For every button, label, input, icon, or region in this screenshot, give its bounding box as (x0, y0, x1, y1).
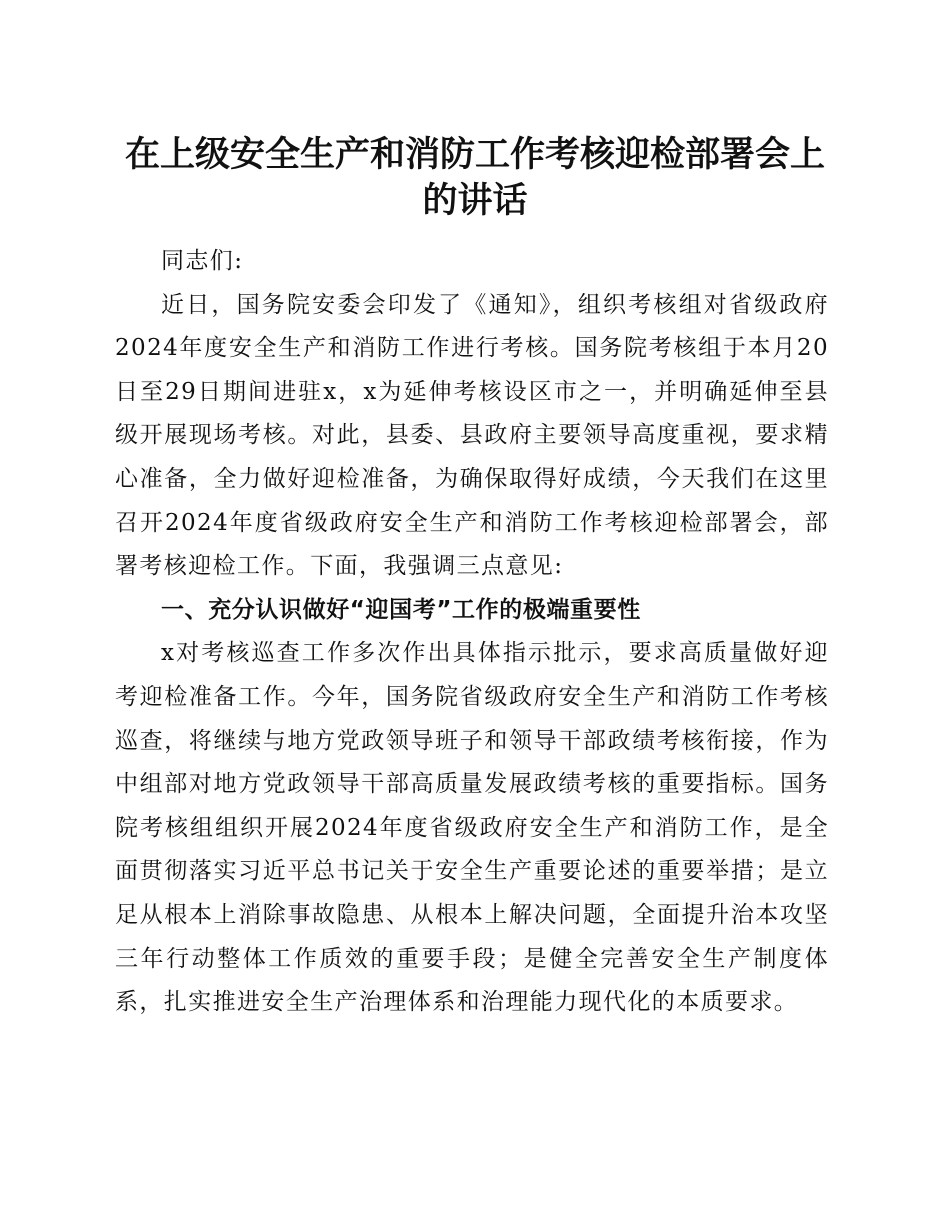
document-body (115, 240, 829, 1025)
intro-paragraph: 近日，国务院安委会印发了《通知》，组织考核组对省级政府2024年度安全生产和消防工作进行考核。国务院考核组于本月20日至29日期间进驻x，x为延伸考核设区市之一，并明确延伸至县级开展现场考核。对此，县委、县政府主要领导高度重视，要求精心准备，全力做好迎检准备，为确保取得好成绩，今天我们在这里召开2024年度省级政府安全生产和消防工作考核迎检部署会，部署考核迎检工作。下面，我强调三点意见: (115, 291, 829, 580)
section-heading: 一、充分认识做好“迎国考”工作的极端重要性 (161, 596, 641, 623)
document-title: 在上级安全生产和消防工作考核迎检部署会上的讲话 (124, 134, 825, 221)
salutation: 同志们: (161, 248, 244, 274)
section-paragraph: x对考核巡查工作多次作出具体指示批示，要求高质量做好迎考迎检准备工作。今年，国务院省级政府安全生产和消防工作考核巡查，将继续与地方党政领导班子和领导干部政绩考核衔接，作为中组部对地方党政领导干部高质量发展政绩考核的重要指标。国务院考核组组织开展2024年度省级政府安全生产和消防工作，是全面贯彻落实习近平总书记关于安全生产重要论述的重要举措；是立足从根本上消除事故隐患、从根本上解决问题，全面提升治本攻坚三年行动整体工作质效的重要手段；是健全完善安全生产制度体系，扎实推进安全生产治理体系和治理能力现代化的本质要求。 (115, 640, 829, 1016)
